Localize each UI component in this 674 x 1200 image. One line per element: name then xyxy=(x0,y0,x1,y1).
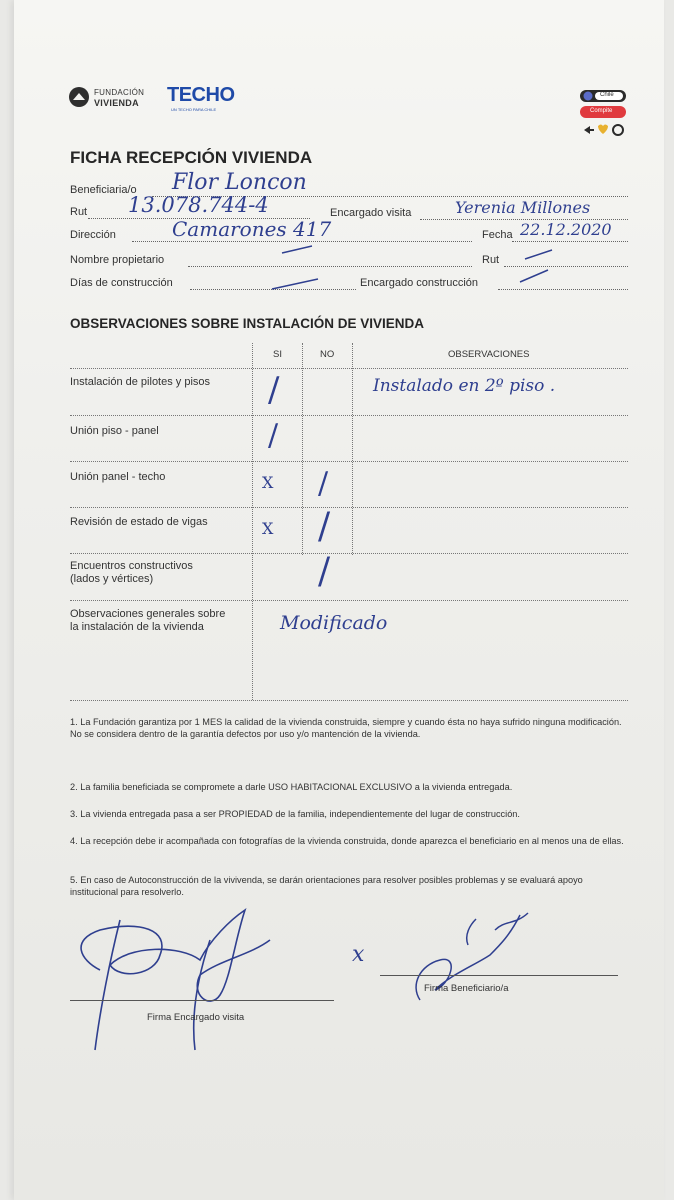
techo-wordmark: TECHO xyxy=(167,84,235,106)
signature-x-mark: x xyxy=(352,942,365,967)
table-line-1 xyxy=(70,415,628,416)
note-number: 3. xyxy=(70,809,78,819)
rut2-label: Rut xyxy=(482,254,500,266)
rut-label: Rut xyxy=(70,206,88,218)
direccion-label: Dirección xyxy=(70,229,116,241)
signature-right xyxy=(380,905,540,1015)
signature-line-left xyxy=(70,1000,334,1001)
note-4 xyxy=(70,836,630,848)
row1-observation: Instalado en 2º piso . xyxy=(373,376,556,396)
note-5 xyxy=(70,875,630,898)
note-text: La Fundación garantiza por 1 MES la calidad de la vivienda construida, siempre y cuando ésta no haya sufrido ninguna modificación. No se considera dentro de la garantía defectos por uso y/o mantención de la vivienda. xyxy=(70,717,622,739)
page-title: FICHA RECEPCIÓN VIVIENDA xyxy=(70,148,313,167)
row4-si-mark: X xyxy=(262,519,274,538)
table-vline-1 xyxy=(252,343,253,700)
fecha-label: Fecha xyxy=(482,229,513,241)
table-row-label: Unión piso - panel xyxy=(70,425,159,437)
note-2 xyxy=(70,782,630,794)
table-line-header xyxy=(70,368,628,369)
note-number: 4. xyxy=(70,836,78,846)
table-row-label: Revisión de estado de vigas xyxy=(70,516,208,528)
section-title: OBSERVACIONES SOBRE INSTALACIÓN DE VIVIENDA xyxy=(70,316,425,331)
table-row-label: Unión panel - techo xyxy=(70,471,166,483)
techo-tagline: UN TECHO PARA CHILE xyxy=(171,107,217,112)
table-vline-2 xyxy=(302,343,303,555)
table-line-6 xyxy=(70,700,628,701)
encargado-visita-label: Encargado visita xyxy=(330,207,412,219)
signature-label-right: Firma Beneficiario/a xyxy=(424,983,509,994)
empty-field-marks xyxy=(0,0,674,300)
signature-label-left: Firma Encargado visita xyxy=(147,1012,245,1023)
table-line-5 xyxy=(70,600,628,601)
encargado-visita-value: Yerenia Millones xyxy=(455,198,591,217)
note-number: 1. xyxy=(70,717,78,727)
table-row-label: Encuentros constructivos (lados y vértices) xyxy=(70,560,193,585)
row3-no-mark: / xyxy=(318,466,329,501)
note-text: La recepción debe ir acompañada con fotografías de la vivienda construida, donde aparezca el beneficiario en al menos una de ellas. xyxy=(80,836,624,846)
beneficiario-label: Beneficiaria/o xyxy=(70,184,137,196)
row1-si-mark: / xyxy=(268,370,280,410)
fundacion-line2: VIVIENDA xyxy=(94,98,139,108)
direccion-value: Camarones 417 xyxy=(172,217,332,241)
note-number: 5. xyxy=(70,875,78,885)
signature-line-right xyxy=(380,975,618,976)
propietario-label: Nombre propietario xyxy=(70,254,165,266)
row2-si-mark: / xyxy=(268,418,279,453)
col-header-si: SI xyxy=(273,349,282,360)
table-line-4 xyxy=(70,553,628,554)
note-number: 2. xyxy=(70,782,78,792)
col-header-observaciones: OBSERVACIONES xyxy=(448,349,530,360)
table-vline-3 xyxy=(352,343,353,555)
fundacion-line1: FUNDACIÓN xyxy=(94,88,145,97)
col-header-no: NO xyxy=(320,349,335,360)
row6-observation: Modificado xyxy=(280,612,388,634)
beneficiario-value: Flor Loncon xyxy=(172,170,307,195)
note-3 xyxy=(70,809,630,821)
rut-value: 13.078.744-4 xyxy=(128,193,269,217)
note-text: En caso de Autoconstrucción de la vivivenda, se darán orientaciones para resolver posibles problemas y se evaluará apoyo institucional para resolverlo. xyxy=(70,875,583,897)
table-line-3 xyxy=(70,507,628,508)
row5-no-mark: / xyxy=(318,551,331,592)
note-1 xyxy=(70,717,630,740)
table-row-label: Instalación de pilotes y pisos xyxy=(70,376,211,388)
badge-complete-text: Compite xyxy=(590,108,613,114)
fecha-value: 22.12.2020 xyxy=(520,220,612,239)
row4-no-mark: / xyxy=(318,506,331,547)
encargado-construccion-label: Encargado construcción xyxy=(360,277,479,289)
row3-si-mark: X xyxy=(262,473,274,492)
table-line-2 xyxy=(70,461,628,462)
note-text: La vivienda entregada pasa a ser PROPIEDAD de la familia, independientemente del lugar de construcción. xyxy=(80,809,520,819)
signature-left xyxy=(60,900,280,1060)
table-row-label: Observaciones generales sobre la instalación de la vivienda xyxy=(70,608,226,633)
badge-chile-text: Chile xyxy=(600,92,614,98)
dias-construccion-label: Días de construcción xyxy=(70,277,173,289)
note-text: La familia beneficiada se compromete a darle USO HABITACIONAL EXCLUSIVO a la vivienda entregada. xyxy=(80,782,513,792)
